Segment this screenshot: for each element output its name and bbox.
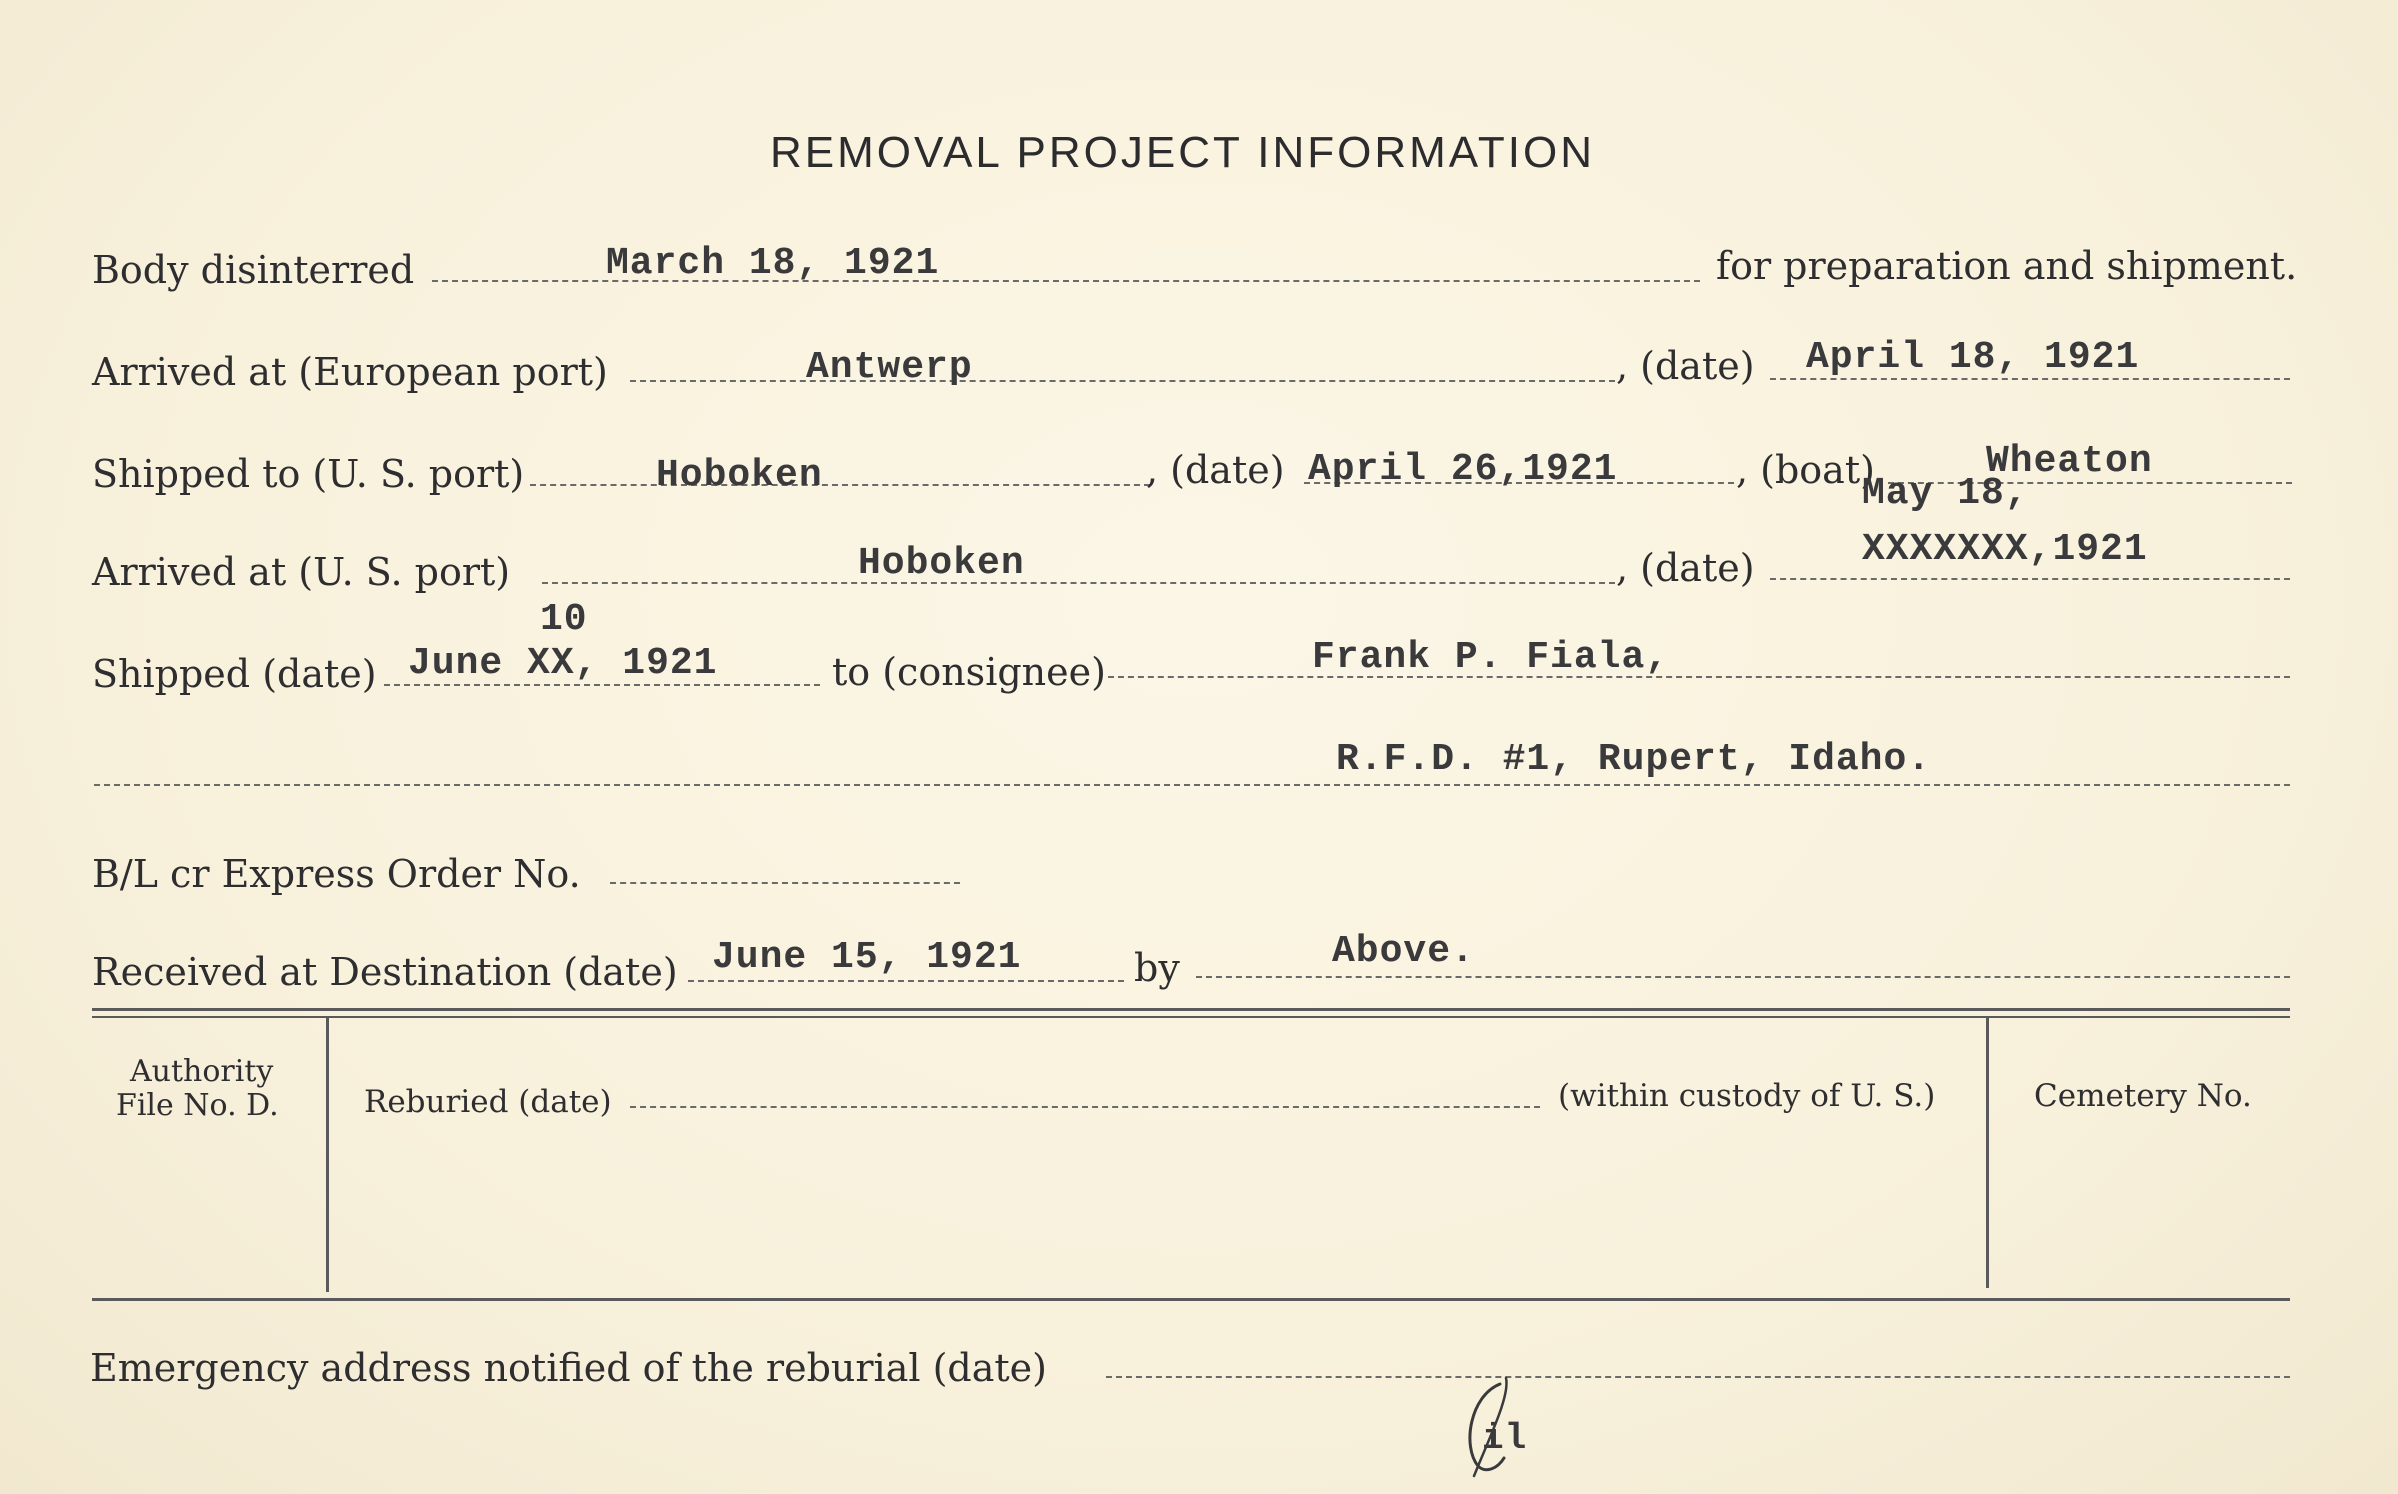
shipped-us-port-line — [530, 484, 1150, 486]
us-port-shipped-date-value: April 26,1921 — [1308, 448, 1618, 491]
received-date-value: June 15, 1921 — [712, 936, 1022, 979]
emergency-label: Emergency address notified of the reburial (date) — [90, 1346, 1047, 1390]
us-arrival-correction-value: May 18, — [1862, 472, 2029, 515]
european-port-line — [630, 380, 1615, 382]
european-port-date-value: April 18, 1921 — [1806, 336, 2140, 379]
european-date-label: , (date) — [1616, 344, 1755, 388]
section-bottom-rule — [92, 1298, 2290, 1301]
arrived-us-port-line — [542, 582, 1615, 584]
initial-text: il — [1482, 1418, 1528, 1459]
consignee-address-value: R.F.D. #1, Rupert, Idaho. — [1336, 738, 1932, 781]
shipped-day-correction: 10 — [540, 598, 588, 641]
received-date-line — [688, 980, 1124, 982]
preparation-suffix-label: for preparation and shipment. — [1716, 244, 2298, 288]
bl-express-line — [610, 882, 960, 884]
arrived-us-date-label: , (date) — [1616, 546, 1755, 590]
shipped-to-us-port-label: Shipped to (U. S. port) — [92, 452, 525, 496]
to-consignee-label: to (consignee) — [832, 650, 1106, 694]
disinterred-date-value: March 18, 1921 — [606, 242, 940, 285]
shipped-date-label-2: , (date) — [1146, 448, 1285, 492]
body-disinterred-label: Body disinterred — [92, 248, 415, 292]
us-port-shipped-value: Hoboken — [656, 454, 823, 497]
us-port-arrived-value: Hoboken — [858, 542, 1025, 585]
shipped-date-label: Shipped (date) — [92, 652, 377, 696]
received-destination-label: Received at Destination (date) — [92, 950, 678, 994]
struck-text: XXXXXXX — [1862, 528, 2029, 571]
received-by-line — [1196, 976, 2290, 978]
us-arrival-struck-date: XXXXXXX,1921 — [1862, 528, 2148, 571]
shipped-year: 1921 — [622, 642, 718, 685]
shipped-month: June — [408, 642, 504, 685]
boat-value: Wheaton — [1986, 440, 2153, 483]
shipped-day-struck: XX, — [527, 642, 599, 685]
consignee-line — [1108, 676, 2290, 678]
us-arrival-year: 1921 — [2052, 528, 2148, 571]
arrived-us-date-line — [1770, 578, 2290, 580]
by-label: by — [1134, 946, 1180, 990]
boat-label: , (boat) — [1736, 448, 1875, 492]
reburied-label: Reburied (date) — [364, 1084, 612, 1120]
cemetery-divider — [1986, 1018, 1989, 1288]
emergency-line — [1106, 1376, 2290, 1378]
authority-label-line1: Authority — [130, 1054, 274, 1089]
arrived-us-port-label: Arrived at (U. S. port) — [92, 550, 511, 594]
double-rule-top — [92, 1008, 2290, 1011]
authority-label-line2: File No. D. — [116, 1088, 279, 1123]
form-title: REMOVAL PROJECT INFORMATION — [770, 128, 1595, 177]
reburied-line — [630, 1106, 1540, 1108]
shipped-date-value — [408, 642, 717, 685]
authority-divider — [326, 1018, 329, 1292]
received-by-value: Above. — [1332, 930, 1475, 973]
cemetery-label: Cemetery No. — [2034, 1078, 2252, 1114]
european-port-value: Antwerp — [806, 346, 973, 389]
double-rule-bottom — [92, 1016, 2290, 1018]
bl-express-label: B/L cr Express Order No. — [92, 852, 581, 896]
consignee-address-line — [94, 784, 2290, 786]
arrived-european-port-label: Arrived at (European port) — [92, 350, 608, 394]
custody-label: (within custody of U. S.) — [1558, 1078, 1936, 1114]
consignee-name-value: Frank P. Fiala, — [1312, 636, 1670, 679]
